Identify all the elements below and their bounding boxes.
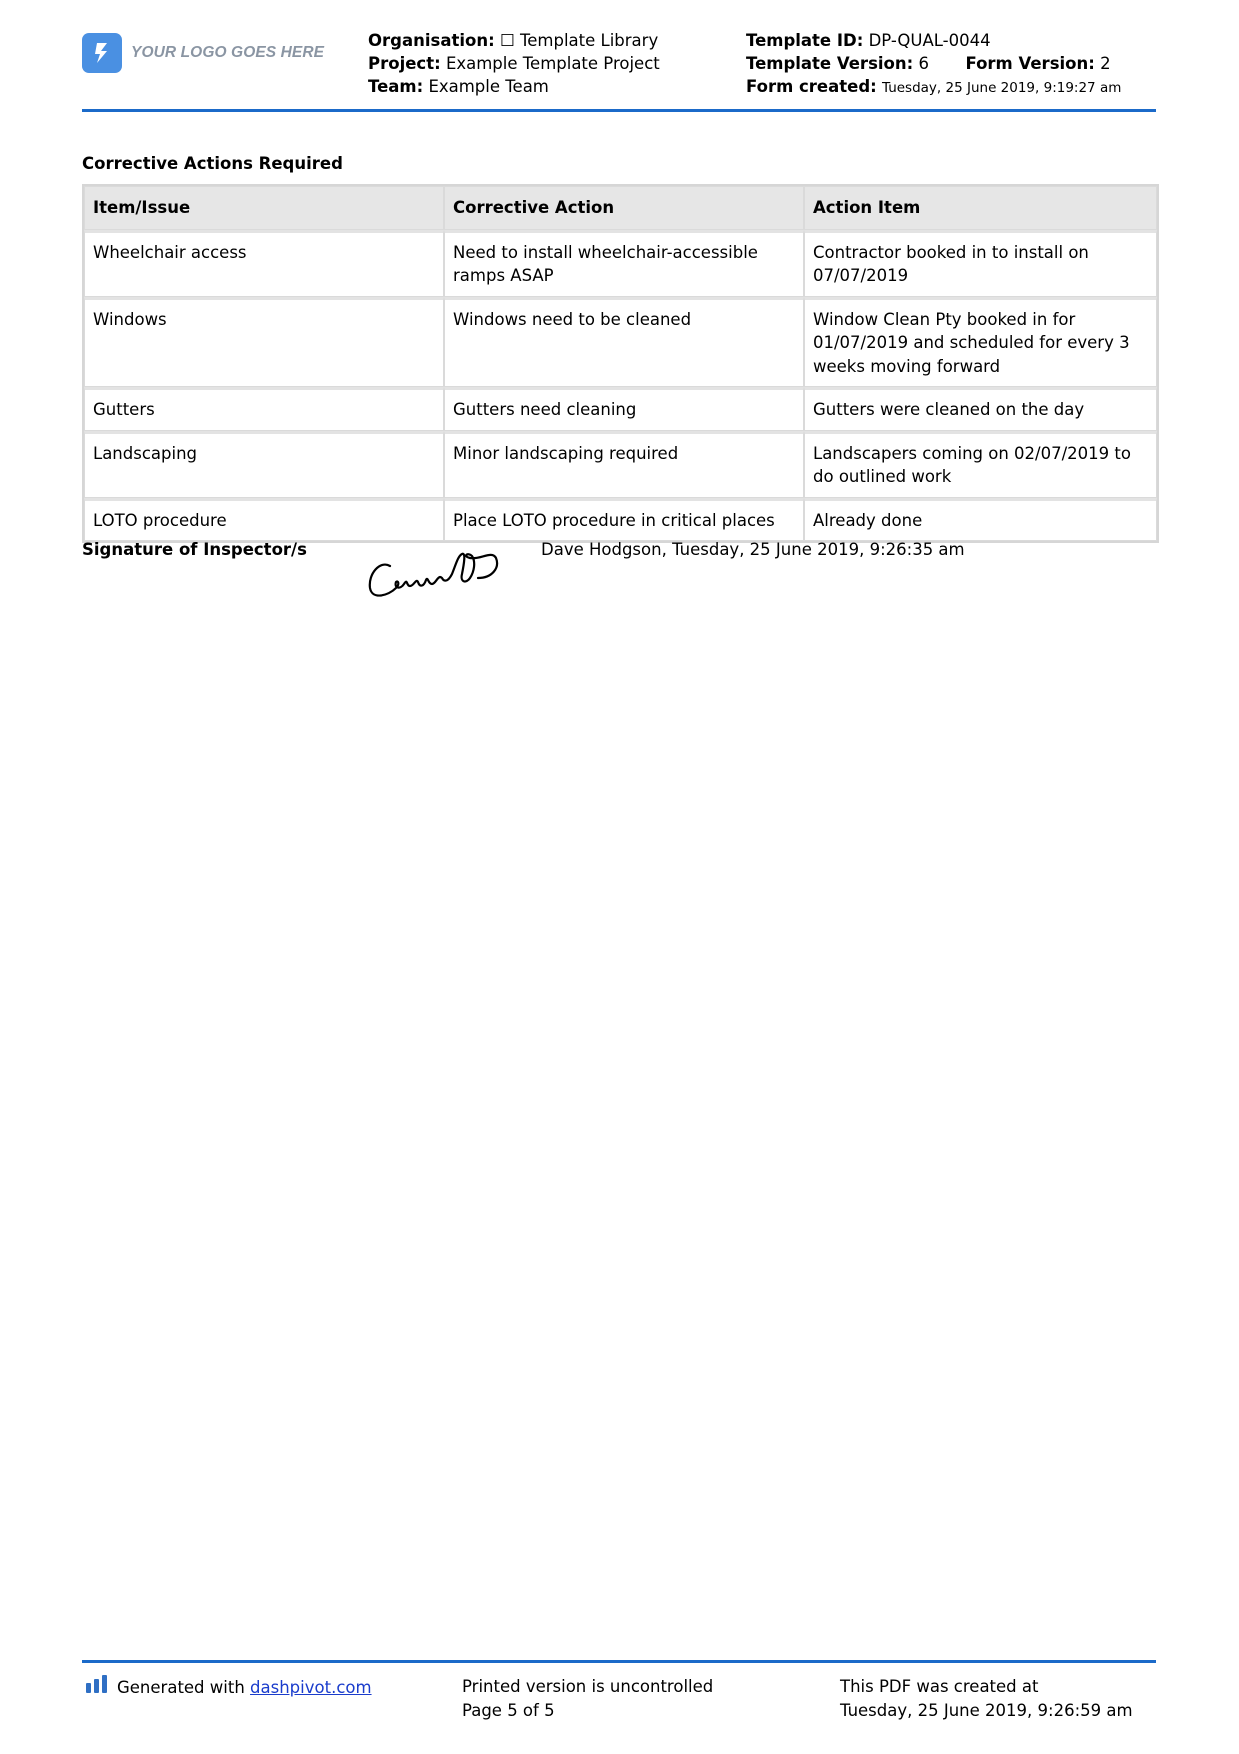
- table-row: [84, 297, 1157, 388]
- table-cell: LOTO procedure: [84, 498, 444, 542]
- column-header-item-issue: Item/Issue: [84, 186, 444, 230]
- table-cell: Windows: [84, 297, 444, 388]
- company-logo: [82, 33, 324, 73]
- header-template-info: [746, 29, 1121, 100]
- pdf-created-label: This PDF was created at: [840, 1677, 1039, 1696]
- form-created-line: [746, 75, 1121, 100]
- uncontrolled-notice: Printed version is uncontrolled: [462, 1677, 714, 1696]
- pdf-created-timestamp: Tuesday, 25 June 2019, 9:26:59 am: [840, 1700, 1133, 1720]
- footer-generated: [85, 1675, 372, 1700]
- form-created-label: Form created:: [746, 77, 877, 96]
- header-project-info: [368, 29, 660, 98]
- template-id-line: [746, 29, 1121, 52]
- table-cell: Gutters need cleaning: [444, 387, 804, 431]
- team-line: [368, 75, 660, 98]
- form-created-value: Tuesday, 25 June 2019, 9:19:27 am: [882, 80, 1122, 96]
- footer-print-info: [462, 1675, 713, 1722]
- dashpivot-link[interactable]: dashpivot.com: [250, 1677, 372, 1697]
- corrective-actions-table: [82, 184, 1159, 543]
- table-cell: Landscaping: [84, 431, 444, 498]
- project-value: Example Template Project: [445, 54, 660, 73]
- table-cell: Wheelchair access: [84, 230, 444, 297]
- table-cell: Need to install wheelchair-accessible ramps ASAP: [444, 230, 804, 297]
- chart-bars-icon: [85, 1675, 109, 1700]
- column-header-corrective-action: Corrective Action: [444, 186, 804, 230]
- logo-icon: [82, 33, 122, 73]
- table-cell: Minor landscaping required: [444, 431, 804, 498]
- organisation-line: [368, 29, 660, 52]
- team-label: Team:: [368, 77, 424, 96]
- table-row: [84, 387, 1157, 431]
- team-value: Example Team: [428, 77, 549, 96]
- organisation-label: Organisation:: [368, 31, 495, 50]
- form-version-label: Form Version:: [965, 54, 1095, 73]
- table-row: [84, 498, 1157, 542]
- column-header-action-item: Action Item: [804, 186, 1157, 230]
- table-cell: Windows need to be cleaned: [444, 297, 804, 388]
- signature-details: Dave Hodgson, Tuesday, 25 June 2019, 9:26:35 am: [541, 540, 965, 559]
- table-cell: Contractor booked in to install on 07/07/2019: [804, 230, 1157, 297]
- template-id-label: Template ID:: [746, 31, 864, 50]
- footer-divider: [82, 1660, 1156, 1663]
- signature-label: Signature of Inspector/s: [82, 540, 307, 559]
- logo-text: YOUR LOGO GOES HERE: [131, 44, 325, 61]
- table-row: [84, 230, 1157, 297]
- table-cell: Landscapers coming on 02/07/2019 to do outlined work: [804, 431, 1157, 498]
- template-version-label: Template Version:: [746, 54, 914, 73]
- generated-prefix: Generated with: [117, 1677, 245, 1697]
- footer-pdf-created: [840, 1675, 1133, 1722]
- template-id-value: DP-QUAL-0044: [868, 31, 991, 50]
- table-header-row: [84, 186, 1157, 230]
- table-cell: Gutters: [84, 387, 444, 431]
- project-line: [368, 52, 660, 75]
- page-number: Page 5 of 5: [462, 1700, 555, 1720]
- form-version-value: 2: [1100, 54, 1111, 73]
- version-line: [746, 52, 1121, 75]
- table-cell: Already done: [804, 498, 1157, 542]
- table-row: [84, 431, 1157, 498]
- project-label: Project:: [368, 54, 441, 73]
- table-cell: Place LOTO procedure in critical places: [444, 498, 804, 542]
- template-version-value: 6: [918, 54, 929, 73]
- section-title: Corrective Actions Required: [82, 154, 343, 173]
- table-cell: Gutters were cleaned on the day: [804, 387, 1157, 431]
- signature-image: [366, 544, 501, 606]
- organisation-value: ☐ Template Library: [499, 31, 659, 50]
- header-divider: [82, 109, 1156, 112]
- table-cell: Window Clean Pty booked in for 01/07/2019 and scheduled for every 3 weeks moving forward: [804, 297, 1157, 388]
